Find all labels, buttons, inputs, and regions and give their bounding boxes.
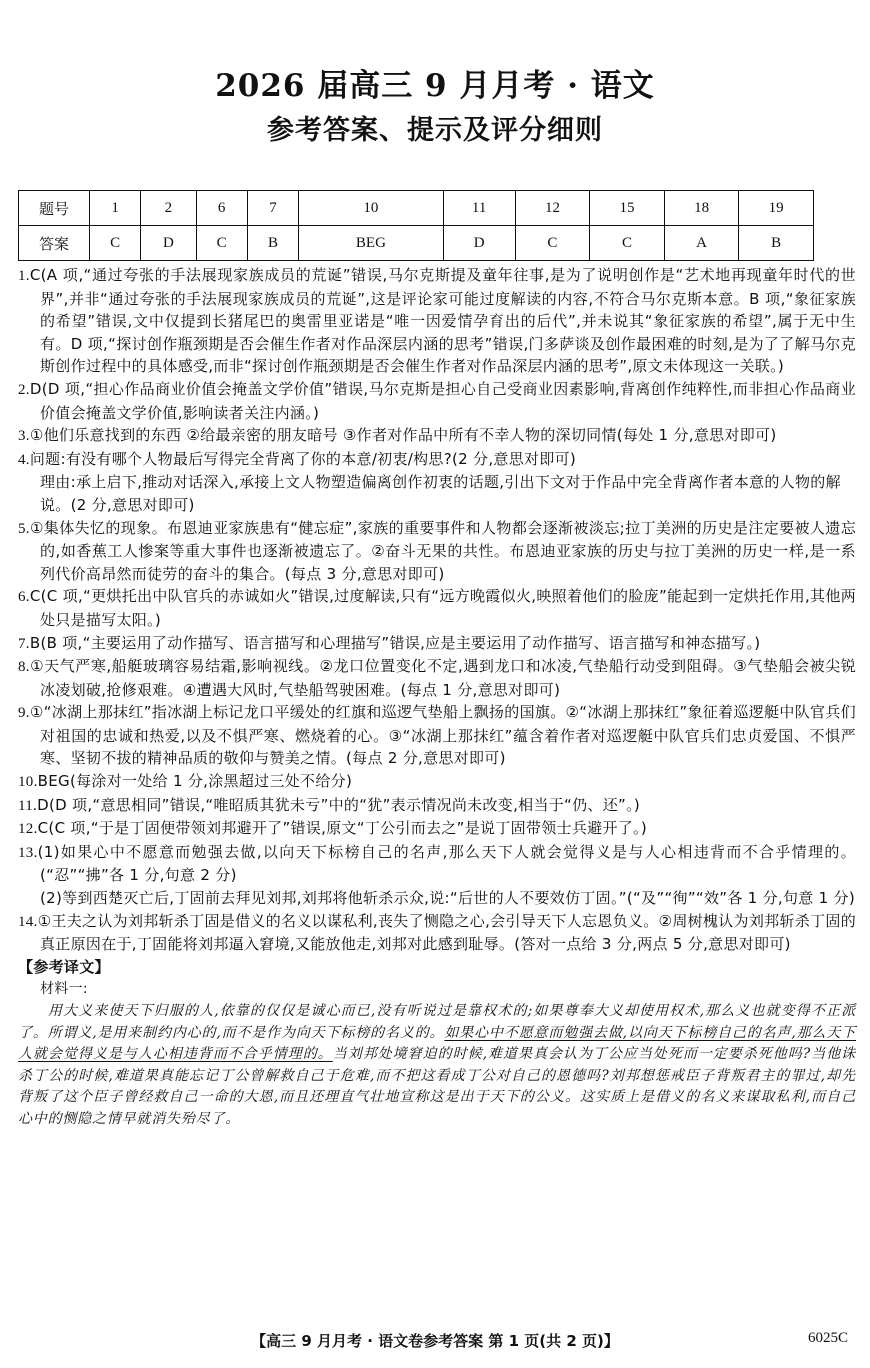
answer-item-4-reason: 理由:承上启下,推动对话深入,承接上文人物塑造偏离创作初衷的话题,引出下文对于作品中完全背离作者本意的人物的解说。(2 分,意思对即可) [40,473,841,514]
question-number-cell: 10 [299,191,443,226]
question-number-cell: 7 [247,191,298,226]
answer-item-11: 11.D(D 项,“意思相同”错误,“唯昭质其犹未亏”中的“犹”表示情况尚未改变,相当于“仍、还”。) [18,795,641,814]
reference-translation-heading: 【参考译文】 [18,957,110,976]
answer-cell: C [90,226,141,261]
answer-row [19,226,814,261]
answer-cell: B [739,226,814,261]
question-number-cell: 12 [515,191,590,226]
answer-cell: D [141,226,196,261]
answer-item-2: 2.D(D 项,“担心作品商业价值会掩盖文学价值”错误,马尔克斯是担心自己受商业因素影响,背离创作纯粹性,而非担心作品商业价值会掩盖文学价值,影响读者关注内涵。) [18,379,856,422]
question-number-cell: 2 [141,191,196,226]
answer-table [18,190,814,261]
answer-item-10: 10.BEG(每涂对一处给 1 分,涂黑超过三处不给分) [18,772,353,791]
page-footer: 【高三 9 月月考 · 语文卷参考答案 第 1 页(共 2 页)】 [251,1332,619,1350]
question-number-cell: 11 [443,191,515,226]
question-number-cell: 1 [90,191,141,226]
answer-item-3: 3.①他们乐意找到的东西 ②给最亲密的朋友暗号 ③作者对作品中所有不幸人物的深切同情(每处 1 分,意思对即可) [18,426,777,445]
answer-item-8: 8.①天气严寒,船艇玻璃容易结霜,影响视线。②龙口位置变化不定,遇到龙口和冰凌,气垫船行动受到阻碍。③气垫船会被尖锐冰凌划破,抢修艰难。④遭遇大风时,气垫船驾驶困难。(每点 1 分,意思对即可) [18,657,856,699]
answer-cell: C [515,226,590,261]
row-label-question-number: 题号 [19,191,90,226]
answer-item-5: 5.①集体失忆的现象。布恩迪亚家族患有“健忘症”,家族的重要事件和人物都会逐渐被淡忘;拉丁美洲的历史是注定要被人遗忘的,如香蕉工人惨案等重大事件也逐渐被遗忘了。②奋斗无果的共性。布恩迪亚家族的历史与拉丁美洲的历史一样,是一系列代价高昂然而徒劳的奋斗的集合。(每点 3 分,意思对即可) [18,518,856,583]
answer-item-6: 6.C(C 项,“更烘托出中队官兵的赤诚如火”错误,过度解读,只有“远方晚霞似火,映照着他们的脸庞”能起到一定烘托作用,其他两处只是描写太阳。) [18,587,856,629]
answer-cell: A [664,226,739,261]
answer-cell: C [590,226,665,261]
answer-item-12: 12.C(C 项,“于是丁固便带领刘邦避开了”错误,原文“丁公引而去之”是说丁固带领士兵避开了。) [18,819,647,838]
underlined-sentence: 如果心中不愿意而勉强去做,以向天下标榜自己的名声,那么天下人就会觉得义是与人心相违背而不合乎情理的。 [18,1024,856,1063]
answer-cell: B [247,226,298,261]
row-label-answer: 答案 [19,226,90,261]
answer-item-14: 14.①王夫之认为刘邦斩杀丁固是借义的名义以谋私利,丧失了恻隐之心,会引导天下人忘恩负义。②周树槐认为刘邦斩杀丁固的真正原因在于,丁固能将刘邦逼入窘境,又能放他走,刘邦对此感到耻辱。(答对一点给 3 分,两点 5 分,意思对即可) [18,911,856,954]
translation-paragraph: 用大义来使天下归服的人,依靠的仅仅是诚心而已,没有听说过是靠权术的;如果尊奉大义却使用权术,那么义也就变得不正派了。所谓义,是用来制约内心的,而不是作为向天下标榜的名义的。如果心中不愿意而勉强去做,以向天下标榜自己的名声,那么天下人就会觉得义是与人心相违背而不合乎情理的。当刘邦处境窘迫的时候,难道果真会认为丁公应当处死而一定要杀死他吗?当他诛杀丁公的时候,难道果真能忘记丁公曾解救自己于危难,而不把这看成丁公对自己的恩德吗?刘邦想惩戒臣子背叛君主的罪过,却先背叛了这个臣子曾经救自己一命的大恩,而且还理直气壮地宣称这是出于天下的公义。这实质上是借义的名义来谋取私利,而自己心中的恻隐之情早就消失殆尽了。 [18,1003,856,1127]
paper-code: 6025C [807,1330,848,1346]
answer-item-13-part2: (2)等到西楚灭亡后,丁固前去拜见刘邦,刘邦将他斩杀示众,说:“后世的人不要效仿丁固。”(“及”“徇”“效”各 1 分,句意 1 分) [40,889,856,908]
answer-explanations [18,264,856,1131]
question-number-cell: 19 [739,191,814,226]
page-subtitle: 参考答案、提示及评分细则 [267,115,603,146]
question-number-cell: 18 [664,191,739,226]
page-title: 2026 届高三 9 月月考 · 语文 [215,68,655,104]
question-number-cell: 6 [196,191,247,226]
question-number-row [19,191,814,226]
answer-item-9: 9.①“冰湖上那抹红”指冰湖上标记龙口平缓处的红旗和巡逻气垫船上飘扬的国旗。②“冰湖上那抹红”象征着巡逻艇中队官兵们对祖国的忠诚和热爱,以及不惧严寒、燃烧着的心。③“冰湖上那抹红”蕴含着作者对巡逻艇中队官兵们忠贞爱国、不惧严寒、坚韧不拔的精神品质的敬仰与赞美之情。(每点 2 分,意思对即可) [18,703,856,768]
answer-item-7: 7.B(B 项,“主要运用了动作描写、语言描写和心理描写”错误,应是主要运用了动作描写、语言描写和神态描写。) [18,633,761,652]
material-one-label: 材料一: [40,981,88,998]
question-number-cell: 15 [590,191,665,226]
answer-item-13: 13.(1)如果心中不愿意而勉强去做,以向天下标榜自己的名声,那么天下人就会觉得义是与人心相违背而不合乎情理的。(“忍”“拂”各 1 分,句意 2 分) [18,842,856,885]
answer-cell: C [196,226,247,261]
answer-item-4: 4.问题:有没有哪个人物最后写得完全背离了你的本意/初衷/构思?(2 分,意思对即可) [18,449,577,468]
answer-cell: BEG [299,226,443,261]
answer-item-1: 1.C(A 项,“通过夸张的手法展现家族成员的荒诞”错误,马尔克斯提及童年往事,是为了说明创作是“艺术地再现童年时代的世界”,并非“通过夸张的手法展现家族成员的荒诞”,这是评论家可能过度解读的内容,不符合马尔克斯本意。B 项,“象征家族的希望”错误,文中仅提到长猪尾巴的奥雷里亚诺是“唯一因爱情孕育出的后代”,并未说其“象征家族的希望”,属于无中生有。D 项,“探讨创作瓶颈期是否会催生作者对作品深层内涵的思考”错误,门多萨谈及创作最困难的时刻,是为了了解马尔克斯创作过程中的具体感受,而非“探讨创作瓶颈期是否会催生作者对作品深层内涵的思考”,原文未体现这一关联。) [18,266,856,376]
answer-cell: D [443,226,515,261]
